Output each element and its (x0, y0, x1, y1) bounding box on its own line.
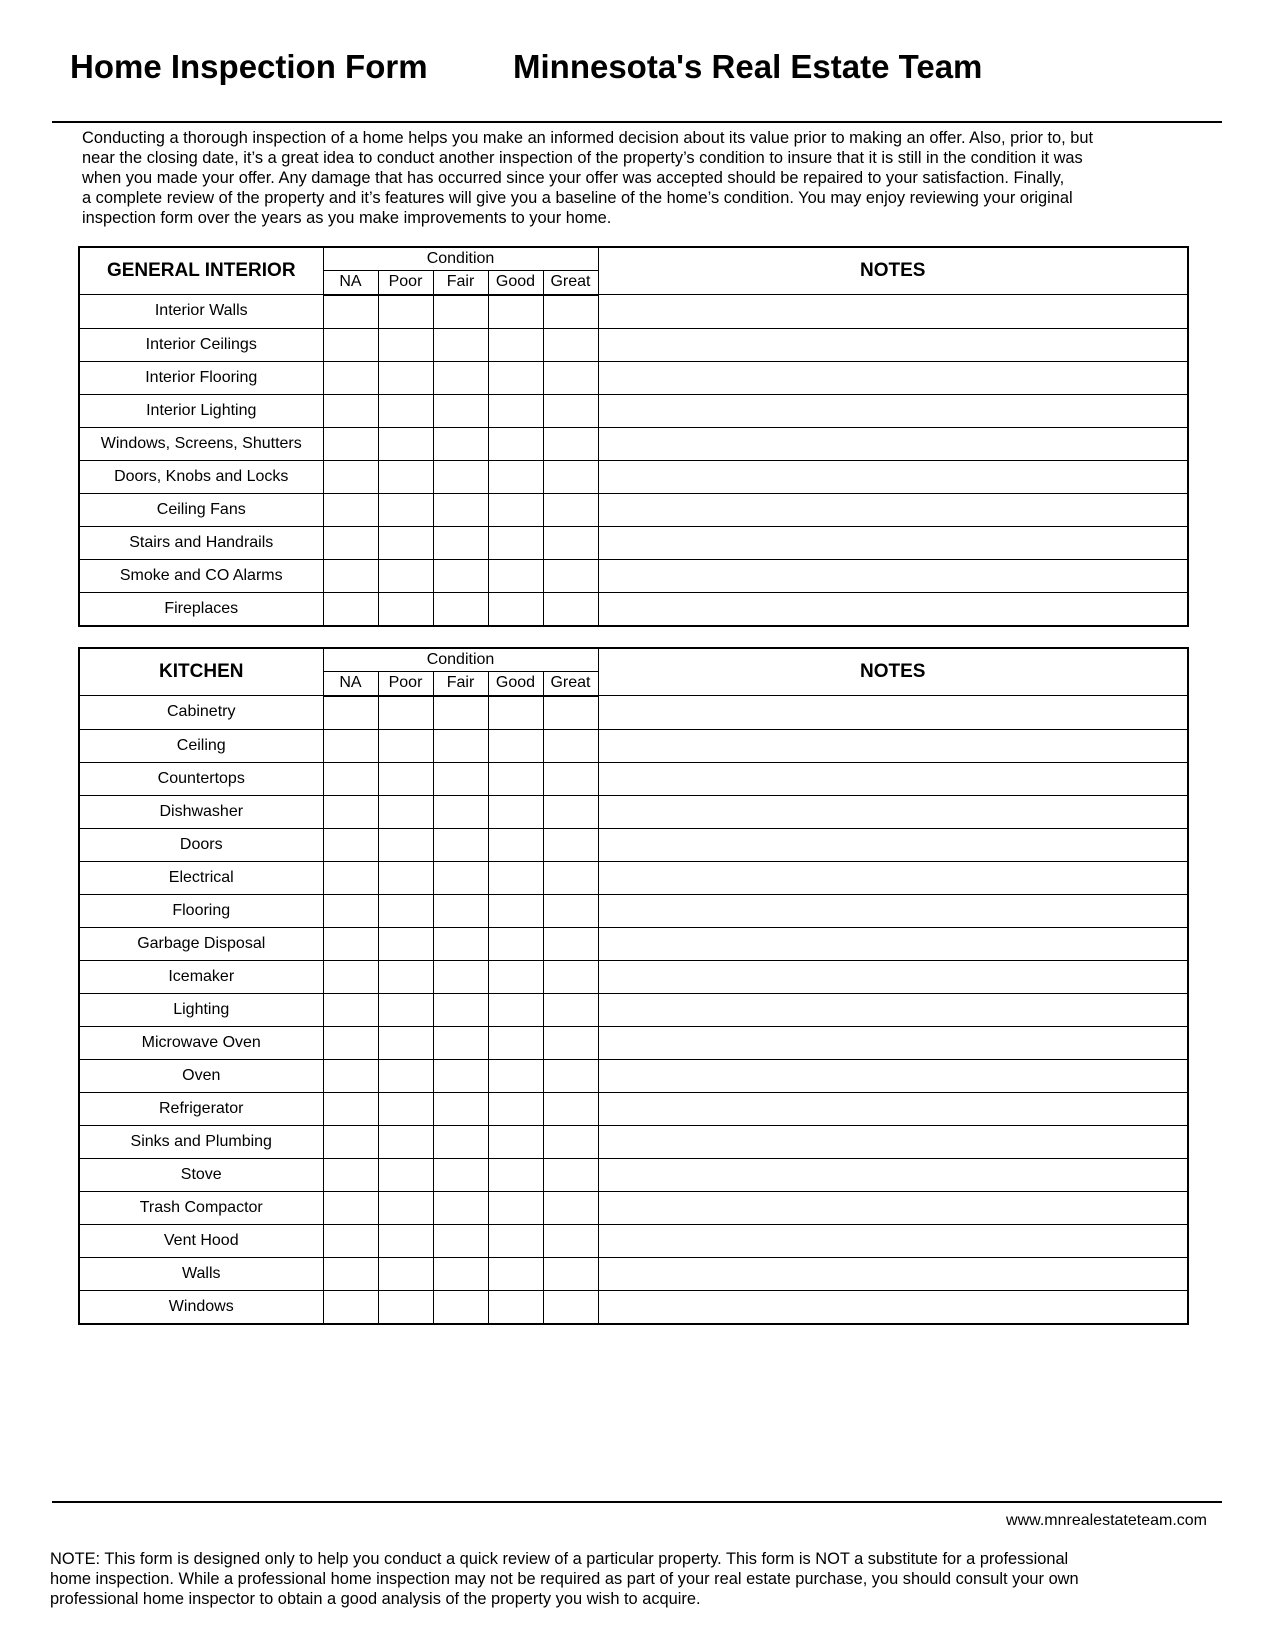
condition-cell-great[interactable] (543, 861, 598, 894)
condition-cell-great[interactable] (543, 592, 598, 626)
condition-cell-good[interactable] (488, 328, 543, 361)
condition-cell-fair[interactable] (433, 927, 488, 960)
inspection-row (79, 592, 1188, 626)
notes-cell[interactable] (598, 427, 1188, 460)
condition-cell-na[interactable] (323, 960, 378, 993)
condition-cell-good[interactable] (488, 1191, 543, 1224)
intro-line: Conducting a thorough inspection of a home helps you make an informed decision about its value prior to making an offer. Also, prior to, but (82, 129, 1094, 147)
notes-cell[interactable] (598, 729, 1188, 762)
item-label: Fireplaces (79, 592, 323, 626)
condition-cell-na[interactable] (323, 1257, 378, 1290)
condition-cell-great[interactable] (543, 993, 598, 1026)
condition-cell-na[interactable] (323, 696, 378, 730)
condition-cell-good[interactable] (488, 394, 543, 427)
inspection-row (79, 861, 1188, 894)
condition-cell-great[interactable] (543, 427, 598, 460)
condition-cell-poor[interactable] (378, 295, 433, 329)
inspection-row (79, 696, 1188, 730)
item-label: Garbage Disposal (79, 927, 323, 960)
condition-cell-poor[interactable] (378, 828, 433, 861)
condition-cell-good[interactable] (488, 1092, 543, 1125)
condition-cell-great[interactable] (543, 1257, 598, 1290)
condition-cell-fair[interactable] (433, 592, 488, 626)
option-fair: Fair (433, 270, 488, 294)
intro-line: inspection form over the years as you make improvements to your home. (82, 209, 612, 227)
condition-cell-great[interactable] (543, 295, 598, 329)
condition-cell-na[interactable] (323, 460, 378, 493)
condition-cell-poor[interactable] (378, 1059, 433, 1092)
condition-cell-fair[interactable] (433, 460, 488, 493)
condition-cell-poor[interactable] (378, 696, 433, 730)
notes-cell[interactable] (598, 960, 1188, 993)
intro-line: a complete review of the property and it’s features will give you a baseline of the home’s condition. You may enjoy reviewing your original (82, 189, 1073, 207)
inspection-row (79, 1257, 1188, 1290)
condition-cell-poor[interactable] (378, 1092, 433, 1125)
condition-cell-poor[interactable] (378, 592, 433, 626)
condition-cell-good[interactable] (488, 861, 543, 894)
condition-cell-good[interactable] (488, 993, 543, 1026)
condition-cell-poor[interactable] (378, 460, 433, 493)
condition-cell-good[interactable] (488, 559, 543, 592)
condition-cell-poor[interactable] (378, 993, 433, 1026)
condition-cell-na[interactable] (323, 493, 378, 526)
notes-cell[interactable] (598, 927, 1188, 960)
notes-cell[interactable] (598, 1059, 1188, 1092)
condition-cell-fair[interactable] (433, 1290, 488, 1324)
condition-cell-great[interactable] (543, 927, 598, 960)
condition-cell-good[interactable] (488, 1224, 543, 1257)
condition-cell-good[interactable] (488, 1158, 543, 1191)
intro-line: when you made your offer. Any damage that has occurred since your offer was accepted should be repaired to your satisfaction. Finally, (82, 169, 1065, 187)
item-label: Vent Hood (79, 1224, 323, 1257)
item-label: Windows, Screens, Shutters (79, 427, 323, 460)
condition-cell-great[interactable] (543, 1158, 598, 1191)
item-label: Interior Ceilings (79, 328, 323, 361)
notes-cell[interactable] (598, 1026, 1188, 1059)
condition-cell-good[interactable] (488, 460, 543, 493)
notes-cell[interactable] (598, 526, 1188, 559)
condition-cell-na[interactable] (323, 1158, 378, 1191)
condition-cell-poor[interactable] (378, 729, 433, 762)
inspection-row (79, 1191, 1188, 1224)
notes-cell[interactable] (598, 592, 1188, 626)
condition-cell-poor[interactable] (378, 1158, 433, 1191)
condition-cell-poor[interactable] (378, 927, 433, 960)
item-label: Smoke and CO Alarms (79, 559, 323, 592)
inspection-row (79, 729, 1188, 762)
item-label: Ceiling Fans (79, 493, 323, 526)
condition-cell-fair[interactable] (433, 1125, 488, 1158)
team-name: Minnesota's Real Estate Team (513, 48, 983, 85)
condition-cell-fair[interactable] (433, 427, 488, 460)
condition-cell-great[interactable] (543, 328, 598, 361)
condition-cell-fair[interactable] (433, 993, 488, 1026)
condition-cell-good[interactable] (488, 762, 543, 795)
condition-cell-fair[interactable] (433, 559, 488, 592)
condition-cell-great[interactable] (543, 1125, 598, 1158)
condition-cell-great[interactable] (543, 960, 598, 993)
inspection-row (79, 493, 1188, 526)
condition-cell-great[interactable] (543, 1026, 598, 1059)
condition-cell-na[interactable] (323, 828, 378, 861)
condition-cell-great[interactable] (543, 559, 598, 592)
option-na: NA (323, 270, 378, 294)
disclaimer-note (50, 1549, 1210, 1609)
condition-cell-poor[interactable] (378, 861, 433, 894)
condition-cell-good[interactable] (488, 960, 543, 993)
item-label: Ceiling (79, 729, 323, 762)
item-label: Microwave Oven (79, 1026, 323, 1059)
condition-cell-good[interactable] (488, 795, 543, 828)
inspection-row (79, 1059, 1188, 1092)
item-label: Doors, Knobs and Locks (79, 460, 323, 493)
item-label: Walls (79, 1257, 323, 1290)
notes-cell[interactable] (598, 1092, 1188, 1125)
inspection-row (79, 1026, 1188, 1059)
condition-cell-fair[interactable] (433, 762, 488, 795)
note-line: NOTE: This form is designed only to help you conduct a quick review of a particular property. This form is NOT a substitute for a professional (50, 1550, 1069, 1568)
notes-cell[interactable] (598, 696, 1188, 730)
condition-cell-na[interactable] (323, 526, 378, 559)
condition-cell-good[interactable] (488, 427, 543, 460)
condition-cell-fair[interactable] (433, 894, 488, 927)
inspection-row (79, 894, 1188, 927)
item-label: Interior Lighting (79, 394, 323, 427)
condition-cell-fair[interactable] (433, 1059, 488, 1092)
notes-cell[interactable] (598, 828, 1188, 861)
condition-cell-poor[interactable] (378, 526, 433, 559)
notes-cell[interactable] (598, 1125, 1188, 1158)
condition-cell-good[interactable] (488, 927, 543, 960)
condition-cell-poor[interactable] (378, 960, 433, 993)
notes-cell[interactable] (598, 1257, 1188, 1290)
condition-cell-good[interactable] (488, 1059, 543, 1092)
condition-cell-na[interactable] (323, 861, 378, 894)
condition-cell-fair[interactable] (433, 328, 488, 361)
inspection-row (79, 1290, 1188, 1324)
condition-cell-na[interactable] (323, 1290, 378, 1324)
condition-cell-great[interactable] (543, 795, 598, 828)
condition-cell-poor[interactable] (378, 493, 433, 526)
inspection-row (79, 394, 1188, 427)
option-poor: Poor (378, 270, 433, 294)
inspection-row (79, 828, 1188, 861)
item-label: Interior Walls (79, 295, 323, 329)
option-na: NA (323, 671, 378, 695)
condition-cell-poor[interactable] (378, 1125, 433, 1158)
option-great: Great (543, 671, 598, 695)
notes-header: NOTES (598, 247, 1188, 295)
condition-cell-poor[interactable] (378, 894, 433, 927)
condition-cell-na[interactable] (323, 1224, 378, 1257)
condition-cell-great[interactable] (543, 1191, 598, 1224)
item-label: Oven (79, 1059, 323, 1092)
condition-cell-na[interactable] (323, 927, 378, 960)
condition-cell-great[interactable] (543, 526, 598, 559)
general-interior-table (78, 246, 1189, 627)
condition-cell-na[interactable] (323, 993, 378, 1026)
item-label: Lighting (79, 993, 323, 1026)
condition-cell-great[interactable] (543, 361, 598, 394)
condition-cell-great[interactable] (543, 1224, 598, 1257)
condition-cell-fair[interactable] (433, 361, 488, 394)
option-fair: Fair (433, 671, 488, 695)
condition-cell-fair[interactable] (433, 1092, 488, 1125)
condition-cell-fair[interactable] (433, 828, 488, 861)
condition-cell-fair[interactable] (433, 1191, 488, 1224)
notes-cell[interactable] (598, 295, 1188, 329)
condition-cell-na[interactable] (323, 427, 378, 460)
notes-cell[interactable] (598, 394, 1188, 427)
condition-cell-great[interactable] (543, 460, 598, 493)
condition-cell-great[interactable] (543, 762, 598, 795)
option-great: Great (543, 270, 598, 294)
condition-cell-poor[interactable] (378, 559, 433, 592)
condition-cell-na[interactable] (323, 1092, 378, 1125)
item-label: Doors (79, 828, 323, 861)
condition-cell-great[interactable] (543, 894, 598, 927)
inspection-row (79, 460, 1188, 493)
title-row (70, 48, 1215, 92)
condition-cell-na[interactable] (323, 1059, 378, 1092)
condition-cell-fair[interactable] (433, 526, 488, 559)
option-poor: Poor (378, 671, 433, 695)
condition-cell-fair[interactable] (433, 861, 488, 894)
condition-cell-great[interactable] (543, 828, 598, 861)
inspection-row (79, 795, 1188, 828)
condition-cell-good[interactable] (488, 894, 543, 927)
condition-cell-poor[interactable] (378, 328, 433, 361)
condition-cell-na[interactable] (323, 894, 378, 927)
notes-cell[interactable] (598, 1191, 1188, 1224)
notes-cell[interactable] (598, 894, 1188, 927)
item-label: Cabinetry (79, 696, 323, 730)
condition-cell-poor[interactable] (378, 1191, 433, 1224)
condition-cell-na[interactable] (323, 394, 378, 427)
condition-cell-poor[interactable] (378, 1257, 433, 1290)
condition-cell-good[interactable] (488, 493, 543, 526)
item-label: Windows (79, 1290, 323, 1324)
condition-cell-na[interactable] (323, 559, 378, 592)
note-line: home inspection. While a professional home inspection may not be required as part of your real estate purchase, you should consult your own (50, 1570, 1079, 1588)
notes-cell[interactable] (598, 795, 1188, 828)
condition-cell-good[interactable] (488, 361, 543, 394)
inspection-row (79, 559, 1188, 592)
website-url: www.mnrealestateteam.com (1006, 1512, 1207, 1529)
condition-cell-poor[interactable] (378, 427, 433, 460)
condition-cell-fair[interactable] (433, 394, 488, 427)
item-label: Dishwasher (79, 795, 323, 828)
form-title: Home Inspection Form (70, 48, 428, 85)
condition-cell-great[interactable] (543, 1290, 598, 1324)
notes-cell[interactable] (598, 861, 1188, 894)
item-label: Stairs and Handrails (79, 526, 323, 559)
note-line: professional home inspector to obtain a good analysis of the property you wish to acquire. (50, 1590, 701, 1608)
item-label: Electrical (79, 861, 323, 894)
condition-cell-good[interactable] (488, 828, 543, 861)
notes-cell[interactable] (598, 762, 1188, 795)
condition-cell-na[interactable] (323, 328, 378, 361)
condition-cell-good[interactable] (488, 1290, 543, 1324)
condition-cell-great[interactable] (543, 1059, 598, 1092)
notes-cell[interactable] (598, 328, 1188, 361)
condition-cell-good[interactable] (488, 295, 543, 329)
inspection-row (79, 927, 1188, 960)
section-heading: GENERAL INTERIOR (79, 247, 323, 295)
intro-paragraph (82, 128, 1142, 228)
inspection-row (79, 993, 1188, 1026)
condition-cell-poor[interactable] (378, 394, 433, 427)
item-label: Refrigerator (79, 1092, 323, 1125)
condition-cell-fair[interactable] (433, 1158, 488, 1191)
condition-cell-poor[interactable] (378, 1026, 433, 1059)
intro-line: near the closing date, it’s a great idea to conduct another inspection of the property’s condition to insure that it is still in the condition it was (82, 149, 1083, 167)
condition-cell-great[interactable] (543, 1092, 598, 1125)
inspection-row (79, 295, 1188, 329)
item-label: Trash Compactor (79, 1191, 323, 1224)
condition-cell-poor[interactable] (378, 1290, 433, 1324)
inspection-row (79, 1224, 1188, 1257)
condition-cell-poor[interactable] (378, 1224, 433, 1257)
condition-cell-great[interactable] (543, 493, 598, 526)
notes-cell[interactable] (598, 993, 1188, 1026)
kitchen-table (78, 647, 1189, 1325)
condition-cell-fair[interactable] (433, 1026, 488, 1059)
inspection-row (79, 427, 1188, 460)
condition-cell-na[interactable] (323, 1125, 378, 1158)
condition-cell-good[interactable] (488, 1125, 543, 1158)
inspection-row (79, 526, 1188, 559)
inspection-row (79, 1125, 1188, 1158)
condition-cell-fair[interactable] (433, 960, 488, 993)
notes-header: NOTES (598, 648, 1188, 696)
condition-header: Condition (323, 648, 598, 671)
inspection-row (79, 762, 1188, 795)
condition-cell-fair[interactable] (433, 795, 488, 828)
option-good: Good (488, 671, 543, 695)
condition-cell-na[interactable] (323, 795, 378, 828)
item-label: Sinks and Plumbing (79, 1125, 323, 1158)
condition-cell-fair[interactable] (433, 1224, 488, 1257)
notes-cell[interactable] (598, 460, 1188, 493)
item-label: Stove (79, 1158, 323, 1191)
top-divider (52, 121, 1222, 123)
item-label: Flooring (79, 894, 323, 927)
item-label: Icemaker (79, 960, 323, 993)
condition-cell-fair[interactable] (433, 696, 488, 730)
notes-cell[interactable] (598, 1224, 1188, 1257)
condition-cell-na[interactable] (323, 295, 378, 329)
inspection-row (79, 361, 1188, 394)
condition-cell-fair[interactable] (433, 1257, 488, 1290)
inspection-row (79, 328, 1188, 361)
notes-cell[interactable] (598, 559, 1188, 592)
condition-cell-na[interactable] (323, 592, 378, 626)
inspection-row (79, 1158, 1188, 1191)
notes-cell[interactable] (598, 1158, 1188, 1191)
notes-cell[interactable] (598, 493, 1188, 526)
condition-cell-good[interactable] (488, 696, 543, 730)
bottom-divider (52, 1501, 1222, 1503)
condition-cell-poor[interactable] (378, 795, 433, 828)
condition-cell-fair[interactable] (433, 493, 488, 526)
condition-cell-na[interactable] (323, 1026, 378, 1059)
condition-cell-fair[interactable] (433, 295, 488, 329)
condition-cell-great[interactable] (543, 394, 598, 427)
condition-cell-great[interactable] (543, 729, 598, 762)
condition-header: Condition (323, 247, 598, 270)
condition-cell-na[interactable] (323, 762, 378, 795)
condition-cell-good[interactable] (488, 1026, 543, 1059)
condition-cell-poor[interactable] (378, 762, 433, 795)
item-label: Interior Flooring (79, 361, 323, 394)
notes-cell[interactable] (598, 1290, 1188, 1324)
condition-cell-good[interactable] (488, 729, 543, 762)
inspection-row (79, 960, 1188, 993)
condition-cell-na[interactable] (323, 1191, 378, 1224)
option-good: Good (488, 270, 543, 294)
condition-cell-fair[interactable] (433, 729, 488, 762)
condition-cell-na[interactable] (323, 361, 378, 394)
notes-cell[interactable] (598, 361, 1188, 394)
condition-cell-good[interactable] (488, 592, 543, 626)
condition-cell-na[interactable] (323, 729, 378, 762)
condition-cell-great[interactable] (543, 696, 598, 730)
condition-cell-good[interactable] (488, 526, 543, 559)
inspection-row (79, 1092, 1188, 1125)
section-heading: KITCHEN (79, 648, 323, 696)
item-label: Countertops (79, 762, 323, 795)
condition-cell-poor[interactable] (378, 361, 433, 394)
condition-cell-good[interactable] (488, 1257, 543, 1290)
